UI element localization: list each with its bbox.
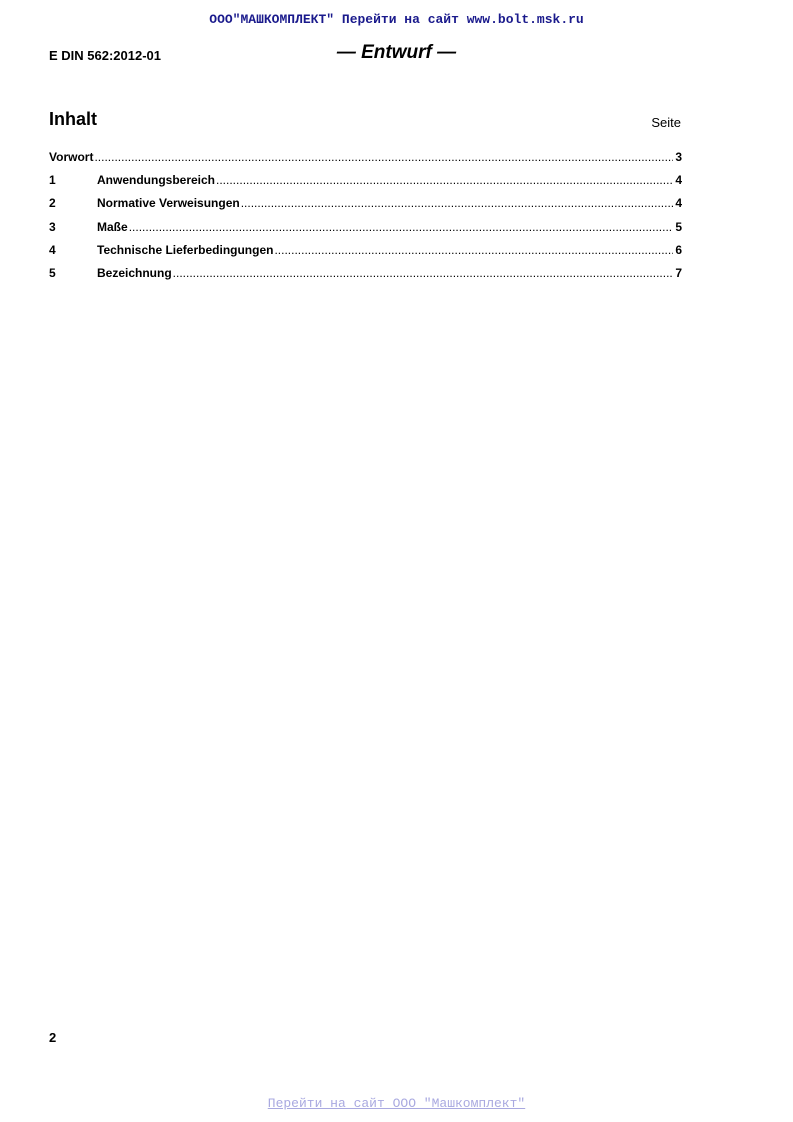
toc-leader-dots [129,220,674,234]
toc-page-column-label: Seite [651,115,681,130]
toc-entry-title: Bezeichnung [97,265,172,280]
toc-entry-title: Maße [97,219,128,234]
toc-entry-page: 3 [675,150,682,164]
toc-entry-title: Vorwort [49,150,94,164]
toc-entry-page: 5 [675,219,682,234]
toc-entry-page: 4 [675,173,682,188]
toc-leader-dots [274,243,673,257]
toc-entry-title: Normative Verweisungen [97,196,240,211]
page-number: 2 [49,1030,57,1045]
toc-entry-anwendungsbereich[interactable] [49,173,682,196]
banner-link[interactable]: ООО"МАШКОМПЛЕКТ" Перейти на сайт www.bolt.msk.ru [209,12,584,27]
document-id: E DIN 562:2012-01 [49,48,162,63]
toc-leader-dots [241,196,674,210]
toc-entry-number: 3 [49,219,56,234]
toc-entry-technische-lieferbedingungen[interactable] [49,243,682,266]
toc-entry-page: 6 [675,242,682,257]
bottom-site-link[interactable]: Перейти на сайт ООО "Машкомплект" [267,1096,526,1111]
toc-leader-dots [94,150,673,164]
toc-entry-masse[interactable] [49,220,682,243]
toc-entry-normative-verweisungen[interactable] [49,196,682,219]
toc-entry-number: 5 [49,265,56,280]
toc-entry-page: 7 [675,265,682,280]
toc-entry-title: Technische Lieferbedingungen [97,242,274,257]
toc-entry-number: 2 [49,196,56,211]
toc-entry-title: Anwendungsbereich [97,173,216,188]
toc-entry-number: 4 [49,242,56,257]
toc-entry-bezeichnung[interactable] [49,266,682,289]
toc-leader-dots [216,173,673,187]
toc-entry-vorwort[interactable] [49,150,682,173]
toc-leader-dots [173,266,674,280]
toc-heading: Inhalt [49,109,97,129]
toc-entry-page: 4 [675,196,682,211]
draft-label: — Entwurf — [336,42,457,63]
table-of-contents [49,150,682,289]
toc-entry-number: 1 [49,173,56,188]
